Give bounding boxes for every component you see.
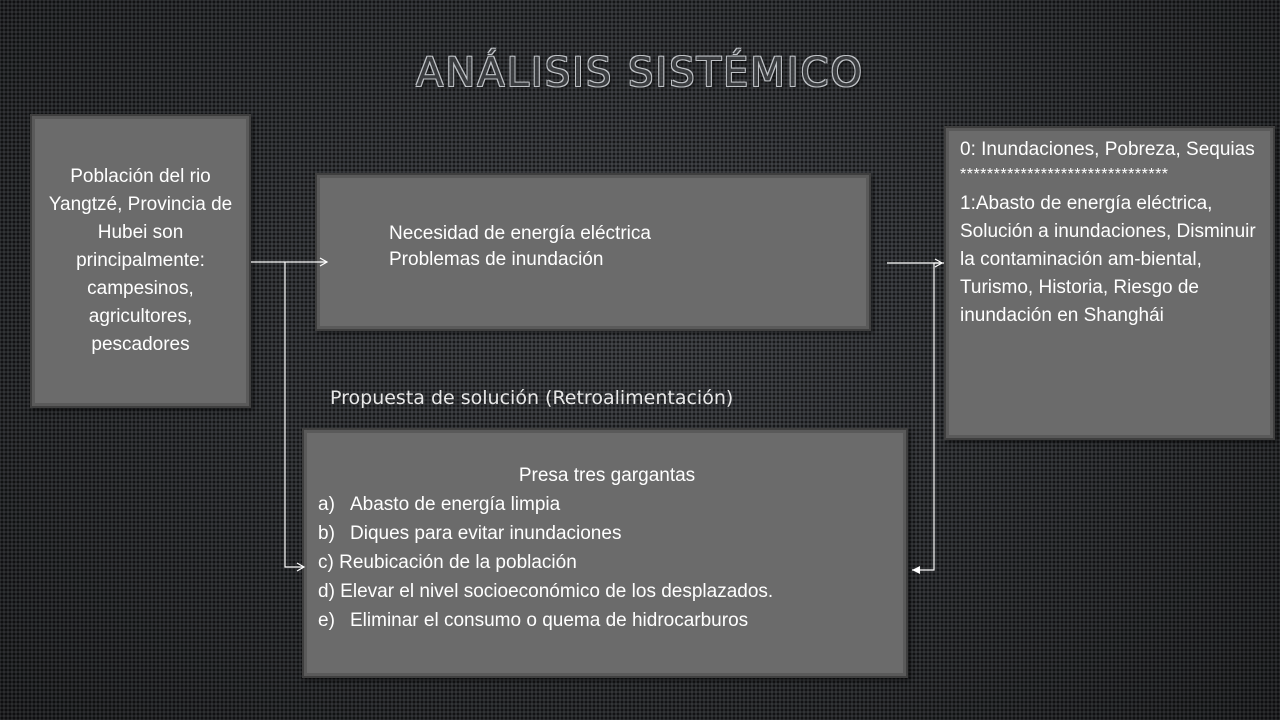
outputs-box: [944, 126, 1275, 440]
arrow-outputs-to-solution: [912, 263, 944, 570]
solution-item-d: [318, 577, 896, 606]
solution-item-text: c) Reubicación de la población: [318, 552, 577, 573]
population-text: Población del rio Yangtzé, Provincia de Hubei son principalmente: campesinos, agricultores, pescadores: [48, 166, 233, 355]
outputs-line-0: 0: Inundaciones, Pobreza, Sequias: [960, 139, 1255, 160]
solution-title: Presa tres gargantas: [518, 465, 696, 486]
solution-item-e: [318, 606, 896, 635]
solution-item-label: b): [318, 523, 335, 544]
solution-box: [302, 428, 908, 678]
feedback-label: Propuesta de solución (Retroalimentación): [330, 387, 734, 409]
solution-item-label: e): [318, 610, 335, 631]
needs-box: [315, 173, 871, 331]
solution-item-text: Eliminar el consumo o quema de hidrocarburos: [350, 610, 749, 631]
need-flood: Problemas de inundación: [389, 249, 604, 270]
solution-item-a: [318, 490, 896, 519]
solution-item-text: d) Elevar el nivel socioeconómico de los desplazados.: [318, 581, 774, 602]
outputs-line-1: 1:Abasto de energía eléctrica, Solución a inundaciones, Disminuir la contaminación am-biental, Turismo, Historia, Riesgo de inundación en Shanghái: [960, 193, 1256, 326]
population-box: [30, 114, 251, 408]
slide-title: ANÁLISIS SISTÉMICO: [415, 50, 865, 96]
outputs-separator: *******************************: [960, 166, 1169, 183]
solution-item-text: Abasto de energía limpia: [350, 494, 561, 515]
solution-item-text: Diques para evitar inundaciones: [350, 523, 622, 544]
solution-item-c: [318, 548, 896, 577]
solution-item-label: a): [318, 494, 335, 515]
solution-item-b: [318, 519, 896, 548]
need-energy: Necesidad de energía eléctrica: [389, 223, 651, 244]
